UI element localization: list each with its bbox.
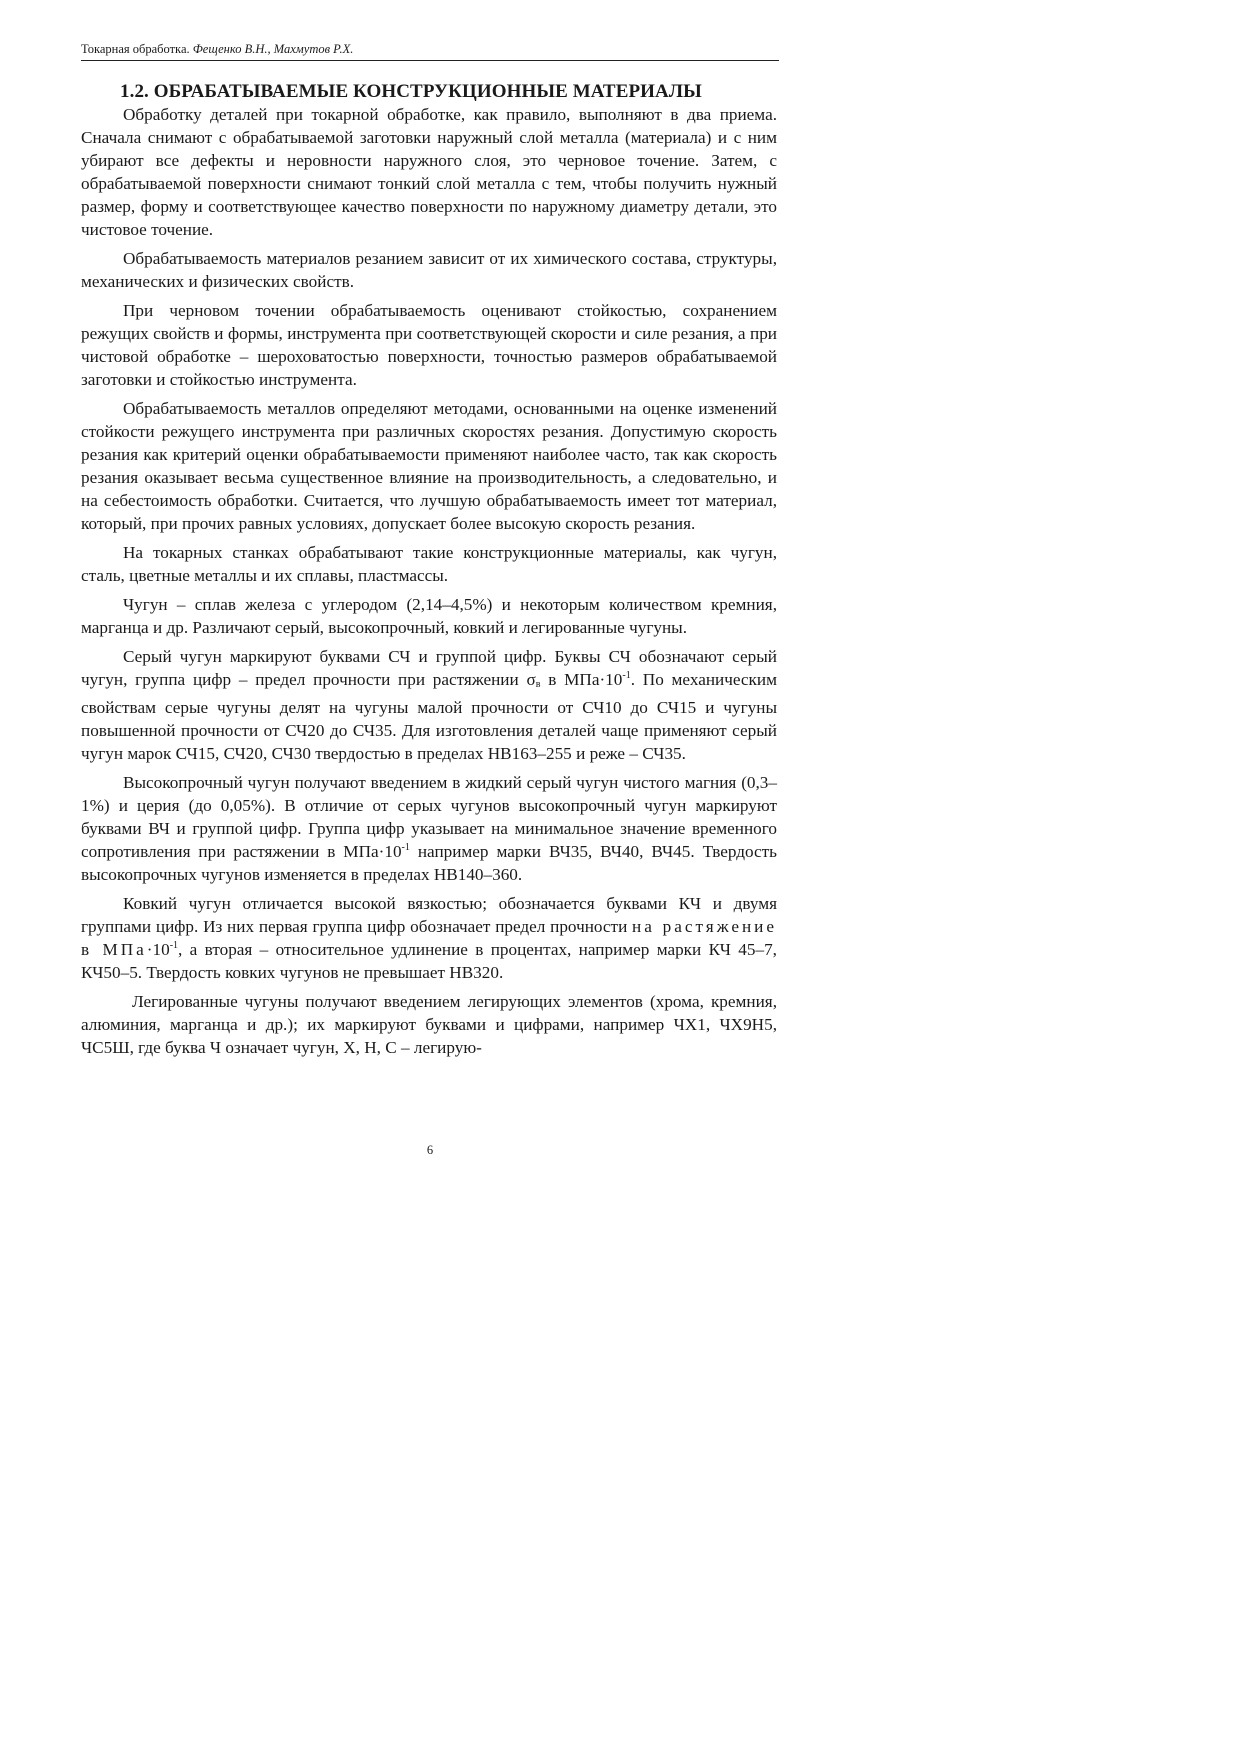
running-header: [81, 41, 779, 61]
document-body: [81, 103, 777, 1065]
exponent: -1: [169, 940, 179, 951]
spaced-text: на растяжение в МПа: [81, 917, 777, 959]
paragraph: На токарных станках обрабатывают такие конструкционные материалы, как чугун, сталь, цветные металлы и их сплавы, пластмассы.: [81, 543, 777, 585]
paragraph-ductile-iron: Высокопрочный чугун получают введением в жидкий серый чугун чистого магния (0,3–1%) и церия (до 0,05%). В отличие от серых чугунов высокопрочный чугун маркируют буквами ВЧ и группой цифр. Группа цифр указывает на минимальное значение временного сопротивления при растяжении в $МПа\cdot 10^{-1}$ например марки ВЧ35, ВЧ40, ВЧ45. Твердость высокопрочных чугунов изменяется в пределах НВ140–360.: [81, 773, 777, 884]
paragraph: Обрабатываемость металлов определяют методами, основанными на оценке изменений стойкости режущего инструмента при различных скоростях резания. Допустимую скорость резания как критерий оценки обрабатываемости применяют наиболее часто, так как скорость резания оказывает весьма существенное влияние на производительность, а следовательно, и на себестоимость обработки. Считается, что лучшую обрабатываемость имеет тот материал, который, при прочих равных условиях, допускает более высокую скорость резания.: [81, 399, 777, 533]
paragraph-gray-iron: Серый чугун маркируют буквами СЧ и группой цифр. Буквы СЧ обозначают серый чугун, группа цифр – предел прочности при растяжении σв в $МПа\cdot 10^{-1}$. По механическим свойствам серые чугуны делят на чугуны малой прочности от СЧ10 до СЧ15 и чугуны повышенной прочности от СЧ20 до СЧ35. Для изготовления деталей чаще применяют серый чугун марок СЧ15, СЧ20, СЧ30 твердостью в пределах НВ163–255 и реже – СЧ35.: [81, 647, 777, 763]
page-number: 6: [426, 1143, 434, 1157]
paragraph-alloyed-iron: Легированные чугуны получают введением легирующих элементов (хрома, кремния, алюминия, марганца и др.); их маркируют буквами и цифрами, например ЧХ1, ЧХ9Н5, ЧС5Ш, где буква Ч означает чугун, Х, Н, С – легирую-: [81, 992, 777, 1057]
exponent: -1: [401, 842, 410, 853]
paragraph-malleable-iron: Ковкий чугун отличается высокой вязкостью; обозначается буквами КЧ и двумя группами цифр. Из них первая группа цифр обозначает предел прочности на растяжение в $МПа\cdot 10^{-1}$, а вторая – относительное удлинение в процентах, например марки КЧ 45–7, КЧ50–5. Твердость ковких чугунов не превышает НВ320.: [81, 894, 777, 982]
paragraph: При черновом точении обрабатываемость оценивают стойкостью, сохранением режущих свойств и формы, инструмента при соответствующей скорости и силе резания, а при чистовой обработке – шероховатостью поверхности, точностью размеров обрабатываемой заготовки и стойкостью инструмента.: [81, 301, 777, 389]
paragraph: Обработку деталей при токарной обработке, как правило, выполняют в два приема. Сначала снимают с обрабатываемой заготовки наружный слой металла (материала) и с ним убирают все дефекты и неровности наружного слоя, это черновое точение. Затем, с обрабатываемой поверхности снимают тонкий слой металла с тем, чтобы получить нужный размер, форму и соответствующее качество поверхности по наружному диаметру детали, это чистовое точение.: [81, 105, 777, 239]
paragraph: Чугун – сплав железа с углеродом (2,14–4,5%) и некоторым количеством кремния, марганца и др. Различают серый, высокопрочный, ковкий и легированные чугуны.: [81, 595, 777, 637]
header-title: Токарная обработка.: [81, 42, 190, 56]
header-authors: Фещенко В.Н., Махмутов Р.Х.: [192, 42, 354, 56]
sigma-subscript: в: [535, 679, 541, 690]
paragraph: Обрабатываемость материалов резанием зависит от их химического состава, структуры, механических и физических свойств.: [81, 249, 777, 291]
section-title: 1.2. ОБРАБАТЫВАЕМЫЕ КОНСТРУКЦИОННЫЕ МАТЕРИАЛЫ: [120, 81, 702, 102]
exponent: -1: [622, 670, 631, 681]
